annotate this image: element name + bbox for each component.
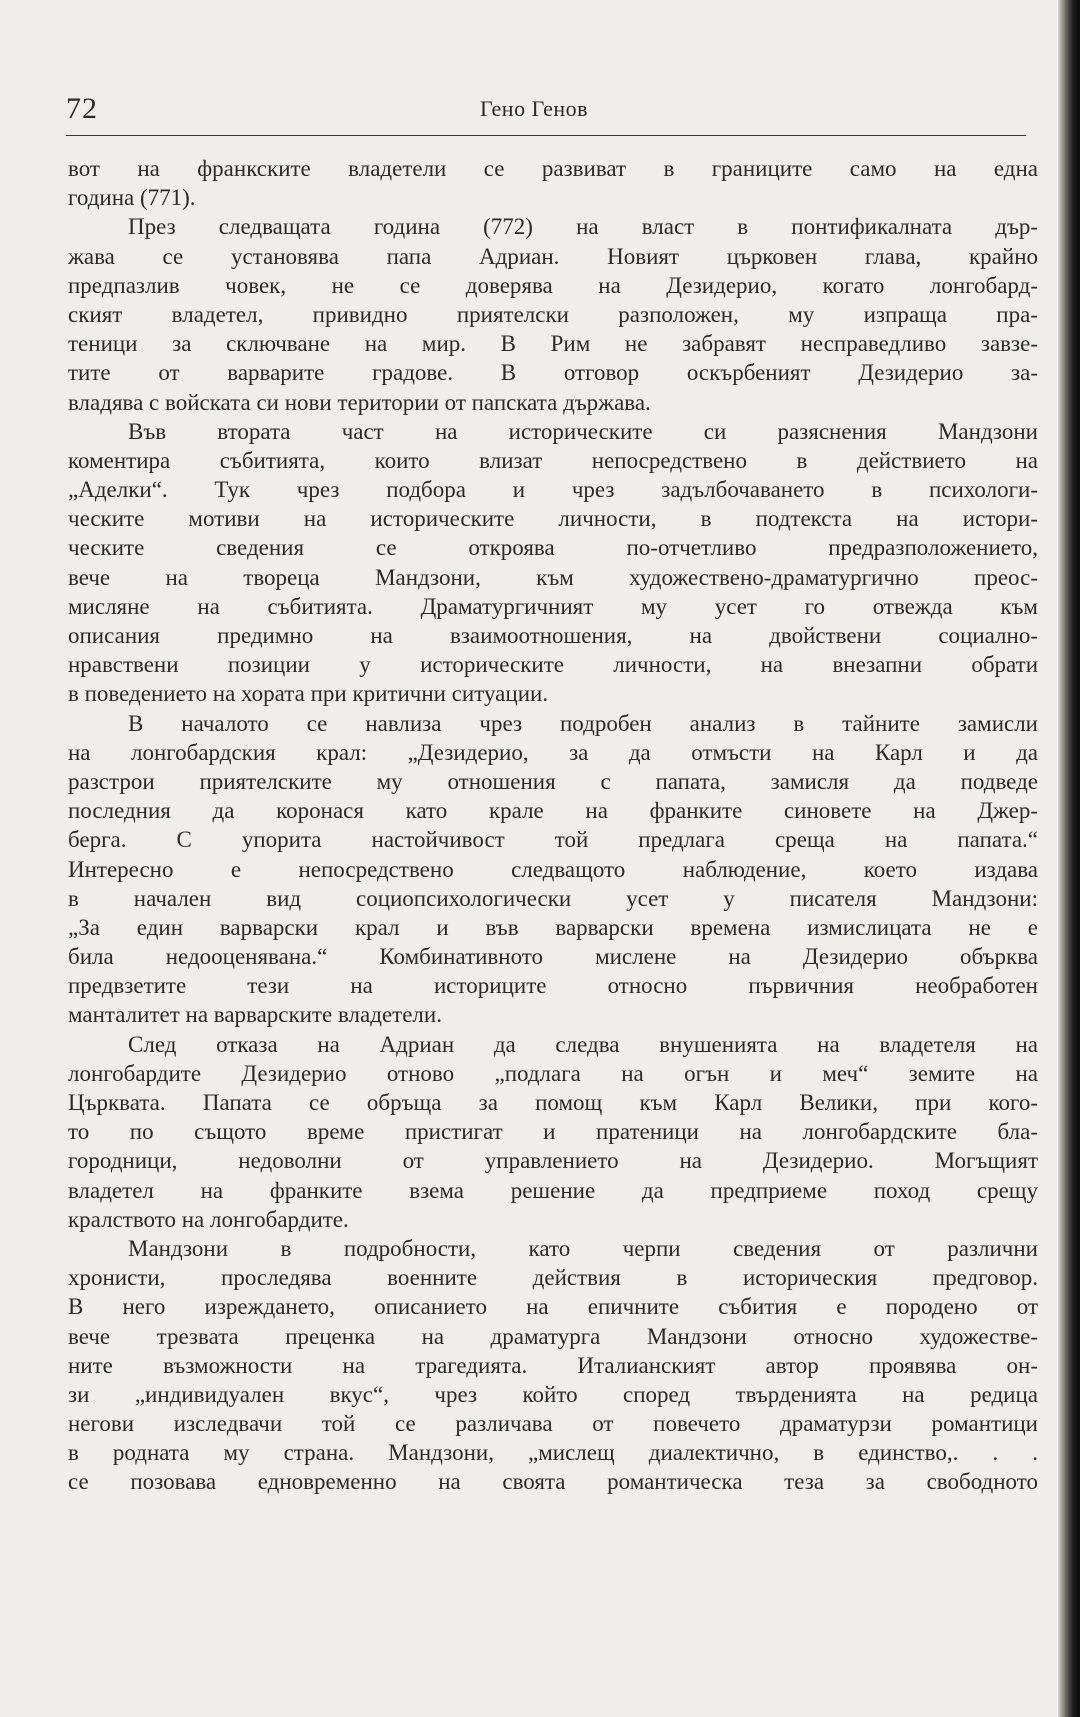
text-line: негови изследвачи той се различава от повечето драматурзи романтици (68, 1411, 1038, 1437)
text-line: разстрои приятелските му отношения с папата, замисля да подведе (68, 768, 1038, 794)
text-line: манталитет на варварските владетели. (68, 1002, 442, 1028)
body-text (68, 154, 1038, 1497)
text-line: владетел на франките взема решение да предприеме поход срещу (68, 1177, 1038, 1203)
text-line: владява с войската си нови територии от папската държава. (68, 389, 651, 415)
text-line: Във втората част на историческите си разяснения Мандзони (128, 418, 1038, 444)
text-line: зи „индивидуален вкус“, чрез който според твърденията на редица (68, 1381, 1038, 1407)
text-line: ческите сведения се откроява по-отчетливо предразположението, (68, 535, 1038, 561)
binding-shadow (1058, 0, 1080, 1717)
text-line: коментира събитията, които влизат непосредствено в действието на (68, 447, 1038, 473)
text-line: През следващата година (772) на власт в понтификалната дър- (128, 214, 1038, 240)
text-line: Мандзони в подробности, като черпи сведения от различни (128, 1235, 1038, 1261)
text-line: мисляне на събитията. Драматургичният му усет го отвежда към (68, 593, 1038, 619)
page-header (66, 92, 1026, 132)
text-line: вече на твореца Мандзони, към художествено-драматургично преос- (68, 564, 1038, 590)
text-line: последния да коронася като крале на франките синовете на Джер- (68, 798, 1038, 824)
text-line: на лонгобардския крал: „Дезидерио, за да отмъсти на Карл и да (68, 739, 1038, 765)
text-line: ският владетел, привидно приятелски разположен, му изпраща пра- (68, 301, 1038, 327)
text-line: в начален вид социопсихологически усет у писателя Мандзони: (68, 885, 1038, 911)
text-line: предвзетите тези на историците относно първичния необработен (68, 973, 1038, 999)
text-line: „Аделки“. Тук чрез подбора и чрез задълбочаването в психологи- (68, 477, 1038, 503)
text-line: жава се установява папа Адриан. Новият църковен глава, крайно (68, 243, 1038, 269)
text-line: предпазлив човек, не се доверява на Дезидерио, когато лонгобард- (68, 272, 1038, 298)
text-line: „За един варварски крал и във варварски времена измислицата не е (68, 914, 1038, 940)
text-line: теници за сключване на мир. В Рим не забравят несправедливо завзе- (68, 331, 1038, 357)
header-rule (66, 135, 1026, 136)
text-line: то по същото време пристигат и пратеници на лонгобардските бла- (68, 1119, 1038, 1145)
running-head-author: Гено Генов (480, 96, 589, 121)
text-line: хронисти, проследява военните действия в историческия предговор. (68, 1265, 1038, 1291)
text-line: тите от варварите градове. В отговор оскърбеният Дезидерио за- (68, 360, 1038, 386)
text-line: Интересно е непосредствено следващото наблюдение, което издава (68, 856, 1038, 882)
text-line: городници, недоволни от управлението на Дезидерио. Могъщият (68, 1148, 1038, 1174)
text-line: година (771). (68, 185, 196, 211)
text-line: вот на франкските владетели се развиват в границите само на една (68, 156, 1038, 181)
text-line: След отказа на Адриан да следва внушенията на владетеля на (128, 1031, 1038, 1057)
text-line: лонгобардите Дезидерио отново „подлага на огън и меч“ земите на (68, 1060, 1038, 1086)
text-line: нравствени позиции у историческите личности, на внезапни обрати (68, 652, 1038, 678)
text-line: се позовава едновременно на своята романтическа теза за свободното (68, 1469, 1038, 1495)
text-line: ните възможности на трагедията. Италианският автор проявява он- (68, 1352, 1038, 1378)
text-line: берга. С упорита настойчивост той предлага среща на папата.“ (68, 827, 1038, 853)
text-line: била недооценявана.“ Комбинативното мислене на Дезидерио обърква (68, 944, 1038, 970)
text-line: В началото се навлиза чрез подробен анализ в тайните замисли (128, 710, 1038, 736)
text-line: Църквата. Папата се обръща за помощ към Карл Велики, при кого- (68, 1090, 1038, 1115)
text-line: В него изреждането, описанието на епичните събития е породено от (68, 1294, 1038, 1320)
text-line: в родната му страна. Мандзони, „мислещ диалектично, в единство,. . . (68, 1440, 1038, 1466)
text-line: вече трезвата преценка на драматурга Мандзони относно художестве- (68, 1323, 1038, 1349)
text-line: описания предимно на взаимоотношения, на двойствени социално- (68, 623, 1038, 648)
text-line: кралството на лонгобардите. (68, 1206, 349, 1232)
text-line: ческите мотиви на историческите личности, в подтекста на истори- (68, 506, 1038, 532)
text-line: в поведението на хората при критични ситуации. (68, 681, 549, 707)
page-number: 72 (66, 92, 98, 125)
